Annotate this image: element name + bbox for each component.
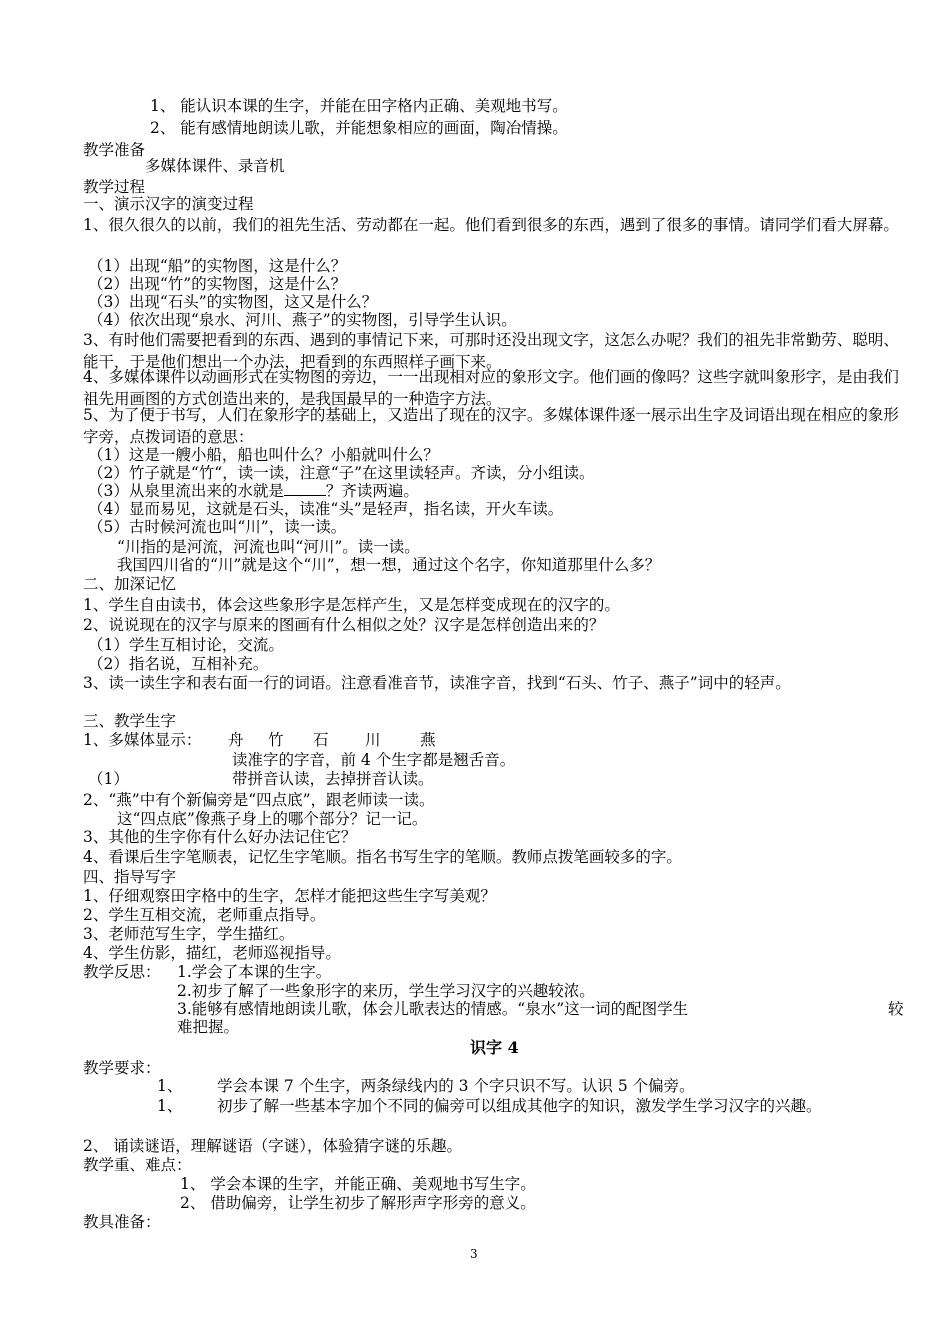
list-item: 4、看课后生字笔顺表，记忆生字笔顺。指名书写生字的笔顺。教师点拨笔画较多的字。 bbox=[83, 848, 682, 866]
list-marker: 1、 bbox=[157, 1077, 183, 1095]
char-zhu: 竹 bbox=[268, 731, 284, 749]
list-item: （4）显而易见，这就是石头，读准“头”是轻声，指名读，开火车读。 bbox=[88, 500, 564, 518]
char-chuan: 川 bbox=[365, 731, 381, 749]
page-number: 3 bbox=[470, 1247, 478, 1261]
char-yan: 燕 bbox=[420, 731, 436, 749]
reflection-item: 1.学会了本课的生字。 bbox=[177, 963, 332, 981]
list-item: 2、学生互相交流，老师重点指导。 bbox=[83, 906, 326, 924]
char-shi: 石 bbox=[313, 731, 329, 749]
requirements-label: 教学要求： bbox=[83, 1059, 161, 1077]
requirement-item: 初步了解一些基本字加个不同的偏旁可以组成其他字的知识，激发学生学习汉字的兴趣。 bbox=[217, 1097, 822, 1115]
section-3-heading: 三、教学生字 bbox=[83, 712, 177, 730]
list-item: （1）学生互相讨论，交流。 bbox=[88, 636, 284, 654]
text-line: 读准字的字音，前 4 个生字都是翘舌音。 bbox=[232, 751, 516, 769]
text-line: “川指的是河流，河流也叫“河川”。读一读。 bbox=[117, 538, 420, 556]
list-item: （1）这是一艘小船，船也叫什么？小船就叫什么？ bbox=[88, 446, 439, 464]
paragraph bbox=[83, 214, 909, 236]
text-line: 我国四川省的“川”就是这个“川”，想一想，通过这个名字，你知道那里什么多？ bbox=[117, 556, 661, 574]
lesson-title: 识字 4 bbox=[470, 1038, 519, 1057]
list-item: 1、学生自由读书，体会这些象形字是怎样产生，又是怎样变成现在的汉字的。 bbox=[83, 596, 620, 614]
section-4-heading: 四、指导写字 bbox=[83, 868, 177, 886]
list-item: （2）指名说，互相补充。 bbox=[88, 655, 269, 673]
list-item: （1）出现“船”的实物图，这是什么？ bbox=[88, 257, 347, 275]
reflection-item: 2.初步了解了一些象形字的来历，学生学习汉字的兴趣较浓。 bbox=[177, 982, 595, 1000]
list-item: （3）出现“石头”的实物图，这又是什么？ bbox=[88, 293, 378, 311]
reflection-label: 教学反思： bbox=[83, 963, 161, 981]
list-item: 3、老师范写生字，学生描红。 bbox=[83, 925, 295, 943]
requirement-item: 学会本课 7 个生字，两条绿线内的 3 个字只识不写。认识 5 个偏旁。 bbox=[217, 1077, 695, 1095]
key-points-label: 教学重、难点： bbox=[83, 1156, 192, 1174]
char-zhou: 舟 bbox=[228, 731, 244, 749]
list-item: （2）竹子就是“竹“，读一读，注意“子”在这里读轻声。齐读，分小组读。 bbox=[88, 464, 595, 482]
paragraph: 3、有时他们需要把看到的东西、遇到的事情记下来，可那时还没出现文字，这怎么办呢？我们的祖先非常勤劳、聪明、能干，于是他们想出一个办法，把看到的东西照样子画下来。 bbox=[83, 331, 899, 371]
key-point-item: 2、 借助偏旁，让学生初步了解形声字形旁的意义。 bbox=[180, 1194, 536, 1212]
reflection-item: 难把握。 bbox=[177, 1018, 240, 1036]
heading-process: 教学过程 bbox=[83, 178, 146, 196]
list-item: 4、学生仿影，描红，老师巡视指导。 bbox=[83, 944, 341, 962]
key-point-item: 1、 学会本课的生字，并能正确、美观地书写生字。 bbox=[180, 1175, 536, 1193]
paragraph: 4、多媒体课件以动画形式在实物图的旁边，一一出现相对应的象形文字。他们画的像吗？这些字就叫象形字，是由我们祖先用画图的方式创造出来的，是我国最早的一种造字方法。 bbox=[83, 368, 899, 408]
list-item: 2、说说现在的汉字与原来的图画有什么相似之处？汉字是怎样创造出来的？ bbox=[83, 616, 605, 634]
section-2-heading: 二、加深记忆 bbox=[83, 575, 177, 593]
heading-preparation: 教学准备 bbox=[83, 141, 146, 159]
list-item: （4）依次出现“泉水、河川、燕子”的实物图，引导学生认识。 bbox=[88, 311, 517, 329]
list-marker: （1） bbox=[88, 770, 129, 788]
requirement-item: 2、 诵读谜语，理解谜语（字谜），体验猜字谜的乐趣。 bbox=[83, 1137, 463, 1155]
objective-1: 1、 能认识本课的生字，并能在田字格内正确、美观地书写。 bbox=[150, 97, 568, 115]
media-display-label: 1、多媒体显示： bbox=[83, 731, 202, 749]
list-item: 3、其他的生字你有什么好办法记住它？ bbox=[83, 828, 357, 846]
list-item: 1、仔细观察田字格中的生字，怎样才能把这些生字写美观？ bbox=[83, 887, 496, 905]
preparation-items: 多媒体课件、录音机 bbox=[145, 157, 285, 175]
text-line: 带拼音认读，去掉拼音认读。 bbox=[232, 770, 434, 788]
list-item-text: （3）从泉里流出来的水就是 bbox=[88, 482, 284, 500]
reflection-item-tail: 较 bbox=[888, 1000, 904, 1018]
reflection-item: 3.能够有感情地朗读儿歌，体会儿歌表达的情感。“泉水”这一词的配图学生 bbox=[177, 1000, 689, 1018]
paragraph: 5、为了便于书写，人们在象形字的基础上，又造出了现在的汉字。多媒体课件逐一展示出生字及词语出现在相应的象形字旁，点拨词语的意思： bbox=[83, 406, 899, 446]
objective-2: 2、 能有感情地朗读儿歌，并能想象相应的画面，陶冶情操。 bbox=[150, 119, 568, 137]
section-1-heading: 一、演示汉字的演变过程 bbox=[83, 195, 254, 213]
paragraph-text: 1、很久很久的以前，我们的祖先生活、劳动都在一起。他们看到很多的东西，遇到了很多的事情。请同学们看大屏幕。 bbox=[83, 216, 899, 234]
list-item: 2、“燕”中有个新偏旁是“四点底”，跟老师读一读。 bbox=[83, 791, 435, 809]
fill-blank bbox=[284, 481, 326, 496]
list-marker: 1、 bbox=[157, 1097, 183, 1115]
text-line: 这“四点底”像燕子身上的哪个部分？记一记。 bbox=[117, 810, 428, 828]
list-item: （2）出现“竹”的实物图，这是什么？ bbox=[88, 275, 347, 293]
paragraph: 3、读一读生字和表右面一行的词语。注意看准音节，读准字音，找到“石头、竹子、燕子”词中的轻声。 bbox=[83, 674, 791, 692]
tools-label: 教具准备： bbox=[83, 1213, 161, 1231]
list-item: （5）古时候河流也叫“川”，读一读。 bbox=[88, 518, 347, 536]
list-item-text: ？齐读两遍。 bbox=[325, 482, 419, 500]
